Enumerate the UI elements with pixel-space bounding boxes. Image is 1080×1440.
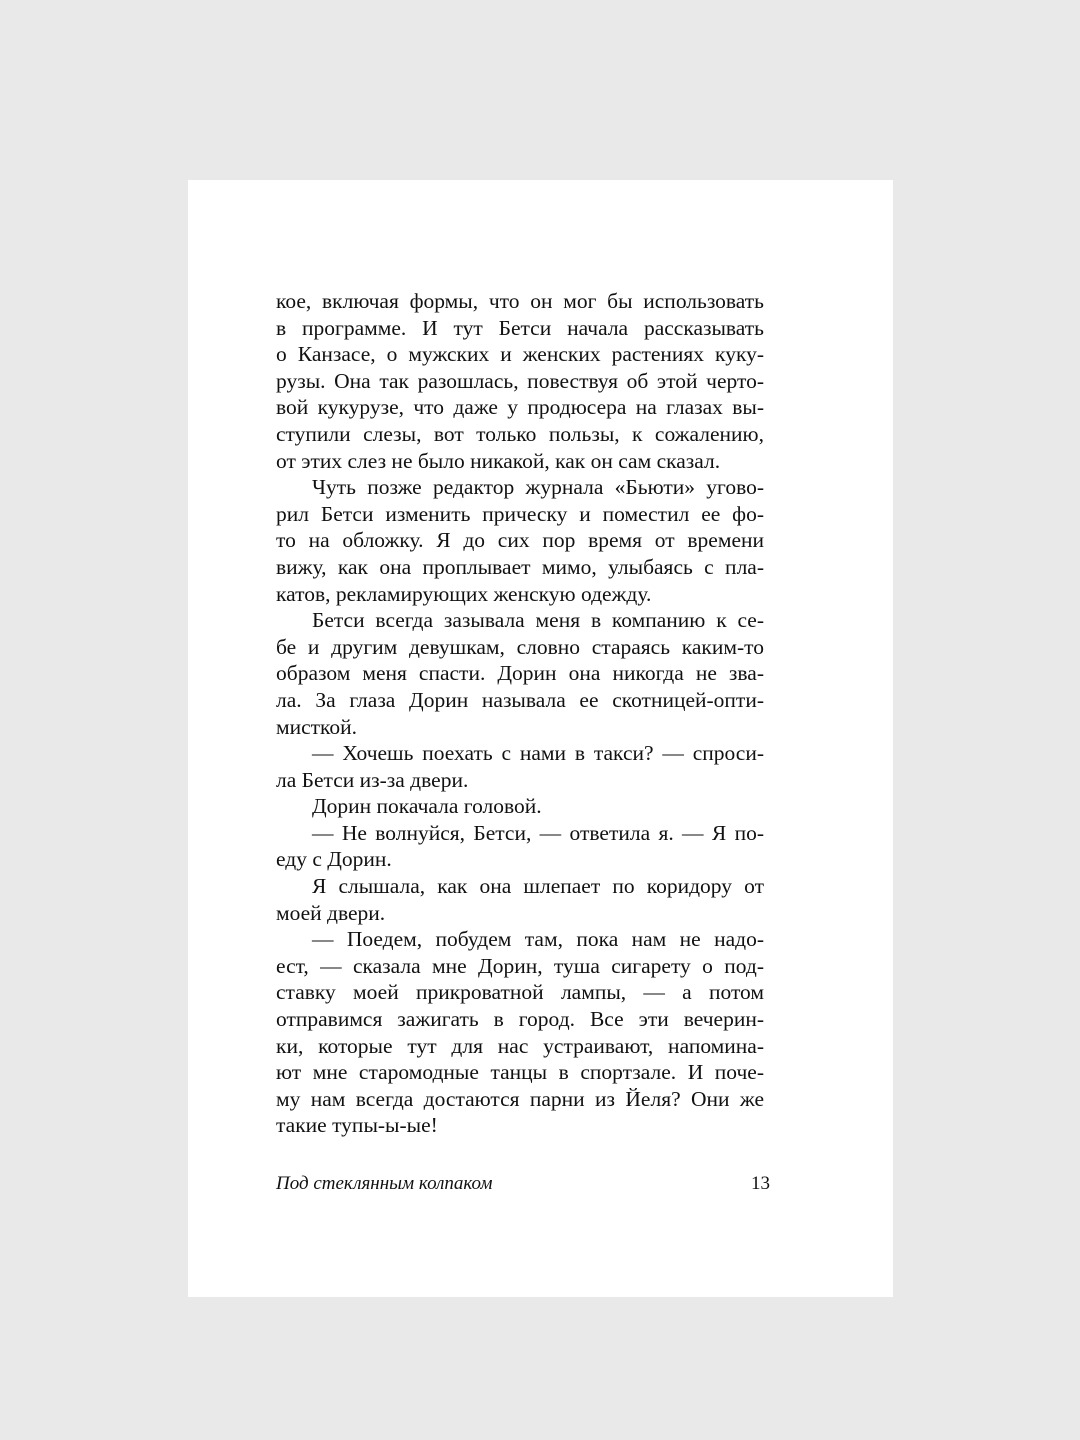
- text-line: Чуть позже редактор журнала «Бьюти» угово-: [312, 475, 764, 500]
- text-line: ставку моей прикроватной лампы, — а потом: [276, 980, 764, 1005]
- text-line: рузы. Она так разошлась, повествуя об этой черто-: [276, 368, 764, 393]
- text-line: в программе. И тут Бетси начала рассказывать: [276, 315, 764, 340]
- text-line: рил Бетси изменить прическу и поместил ее фо-: [276, 501, 764, 526]
- running-footer: [276, 1173, 770, 1203]
- text-line: Я слышала, как она шлепает по коридору от: [312, 874, 764, 899]
- text-line: моей двери.: [276, 900, 386, 925]
- text-line: вижу, как она проплывает мимо, улыбаясь с пла-: [276, 554, 764, 579]
- text-line: о Канзасе, о мужских и женских растениях куку-: [276, 342, 764, 367]
- text-line: Дорин покачала головой.: [312, 794, 542, 819]
- text-line: бе и другим девушкам, словно стараясь каким-то: [276, 634, 764, 659]
- book-page: [188, 180, 893, 1297]
- text-line: ки, которые тут для нас устраивают, напомина-: [276, 1033, 764, 1058]
- page-number: 13: [751, 1173, 770, 1194]
- text-line: мисткой.: [276, 714, 358, 739]
- text-line: — Поедем, побудем там, пока нам не надо-: [312, 927, 764, 952]
- body-text: [276, 288, 764, 1139]
- text-line: ют мне старомодные танцы в спортзале. И поче-: [276, 1060, 764, 1085]
- text-line: му нам всегда достаются парни из Йеля? Они же: [276, 1086, 764, 1111]
- text-line: — Не волнуйся, Бетси, — ответила я. — Я по-: [312, 820, 764, 845]
- text-line: еду с Дорин.: [276, 847, 392, 872]
- text-line: образом меня спасти. Дорин она никогда не зва-: [276, 661, 764, 686]
- text-line: ест, — сказала мне Дорин, туша сигарету о под-: [276, 953, 764, 978]
- text-line: вой кукурузе, что даже у продюсера на глазах вы-: [276, 395, 764, 420]
- text-line: ла Бетси из-за двери.: [276, 767, 469, 792]
- text-line: ла. За глаза Дорин называла ее скотницей-опти-: [276, 687, 764, 712]
- text-line: кое, включая формы, что он мог бы использовать: [276, 289, 764, 313]
- text-line: отправимся зажигать в город. Все эти вечерин-: [276, 1007, 764, 1032]
- text-line: такие тупы-ы-ые!: [276, 1113, 438, 1138]
- text-line: от этих слез не было никакой, как он сам сказал.: [276, 448, 721, 473]
- text-line: Бетси всегда зазывала меня в компанию к се-: [312, 608, 764, 633]
- text-line: то на обложку. Я до сих пор время от времени: [276, 528, 764, 553]
- text-line: ступили слезы, вот только пользы, к сожалению,: [276, 421, 764, 446]
- text-line: — Хочешь поехать с нами в такси? — спроси-: [312, 741, 764, 766]
- text-line: катов, рекламирующих женскую одежду.: [276, 581, 652, 606]
- book-title: Под стеклянным колпаком: [276, 1173, 493, 1194]
